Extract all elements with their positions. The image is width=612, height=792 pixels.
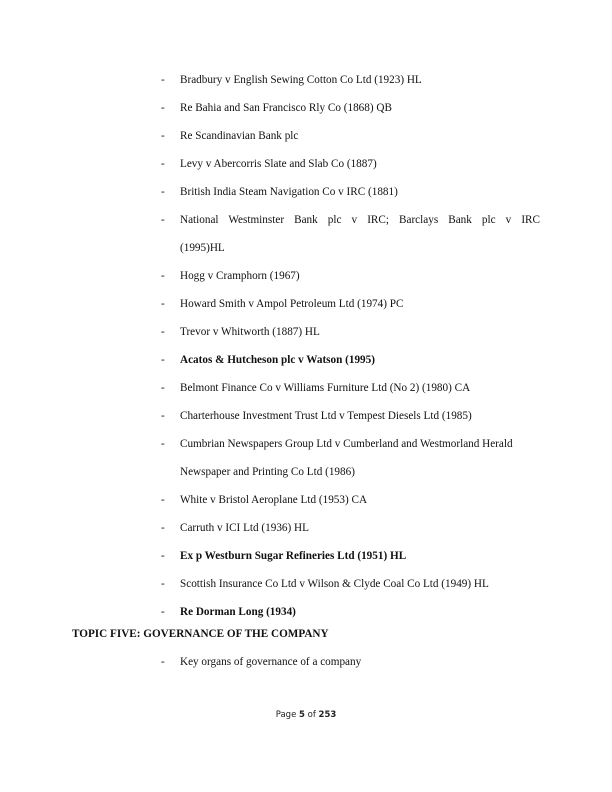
case-citation: Ex p Westburn Sugar Refineries Ltd (1951) HL [180,550,407,562]
case-citation: Re Bahia and San Francisco Rly Co (1868) QB [180,102,392,114]
case-citation: Levy v Abercorris Slate and Slab Co (1887) [180,158,377,170]
bullet-dash: - [161,298,165,310]
bullet-dash: - [161,130,165,142]
bullet-dash: - [161,102,165,114]
case-citation: Howard Smith v Ampol Petroleum Ltd (1974) PC [180,298,404,310]
case-citation: Scottish Insurance Co Ltd v Wilson & Clyde Coal Co Ltd (1949) HL [180,578,489,590]
bullet-dash: - [161,438,165,450]
page-footer [0,710,612,720]
page-label: Page [275,710,299,720]
bullet-dash: - [161,270,165,282]
case-citation: Re Dorman Long (1934) [180,606,296,618]
page-number: 5 [299,710,305,720]
case-citation: Carruth v ICI Ltd (1936) HL [180,522,309,534]
bullet-dash: - [161,522,165,534]
topic-item: Key organs of governance of a company [180,656,362,668]
case-citation: National Westminster Bank plc v IRC; Barclays Bank plc v IRC [180,214,540,226]
bullet-dash: - [161,494,165,506]
case-citation: Acatos & Hutcheson plc v Watson (1995) [180,354,375,366]
bullet-dash: - [161,382,165,394]
bullet-dash: - [161,158,165,170]
bullet-dash: - [161,354,165,366]
bullet-dash: - [161,550,165,562]
bullet-dash: - [161,578,165,590]
bullet-dash: - [161,606,165,618]
bullet-dash: - [161,410,165,422]
bullet-dash: - [161,74,165,86]
case-citation-continuation: (1995)HL [180,242,225,254]
page-of-label: of [304,710,319,720]
case-citation: Re Scandinavian Bank plc [180,130,299,142]
case-citation: British India Steam Navigation Co v IRC (1881) [180,186,398,198]
page-total: 253 [318,710,337,720]
case-citation: White v Bristol Aeroplane Ltd (1953) CA [180,494,368,506]
bullet-dash: - [161,656,165,668]
case-citation: Charterhouse Investment Trust Ltd v Tempest Diesels Ltd (1985) [180,410,472,422]
bullet-dash: - [161,186,165,198]
topic-heading: TOPIC FIVE: GOVERNANCE OF THE COMPANY [72,628,329,640]
case-citation: Belmont Finance Co v Williams Furniture Ltd (No 2) (1980) CA [180,382,471,394]
case-citation: Trevor v Whitworth (1887) HL [180,326,320,338]
bullet-dash: - [161,214,165,226]
case-citation: Hogg v Cramphorn (1967) [180,270,300,282]
case-citation-continuation: Newspaper and Printing Co Ltd (1986) [180,466,355,478]
bullet-dash: - [161,326,165,338]
case-citation: Cumbrian Newspapers Group Ltd v Cumberland and Westmorland Herald [180,438,513,450]
case-citation: Bradbury v English Sewing Cotton Co Ltd (1923) HL [180,74,422,86]
